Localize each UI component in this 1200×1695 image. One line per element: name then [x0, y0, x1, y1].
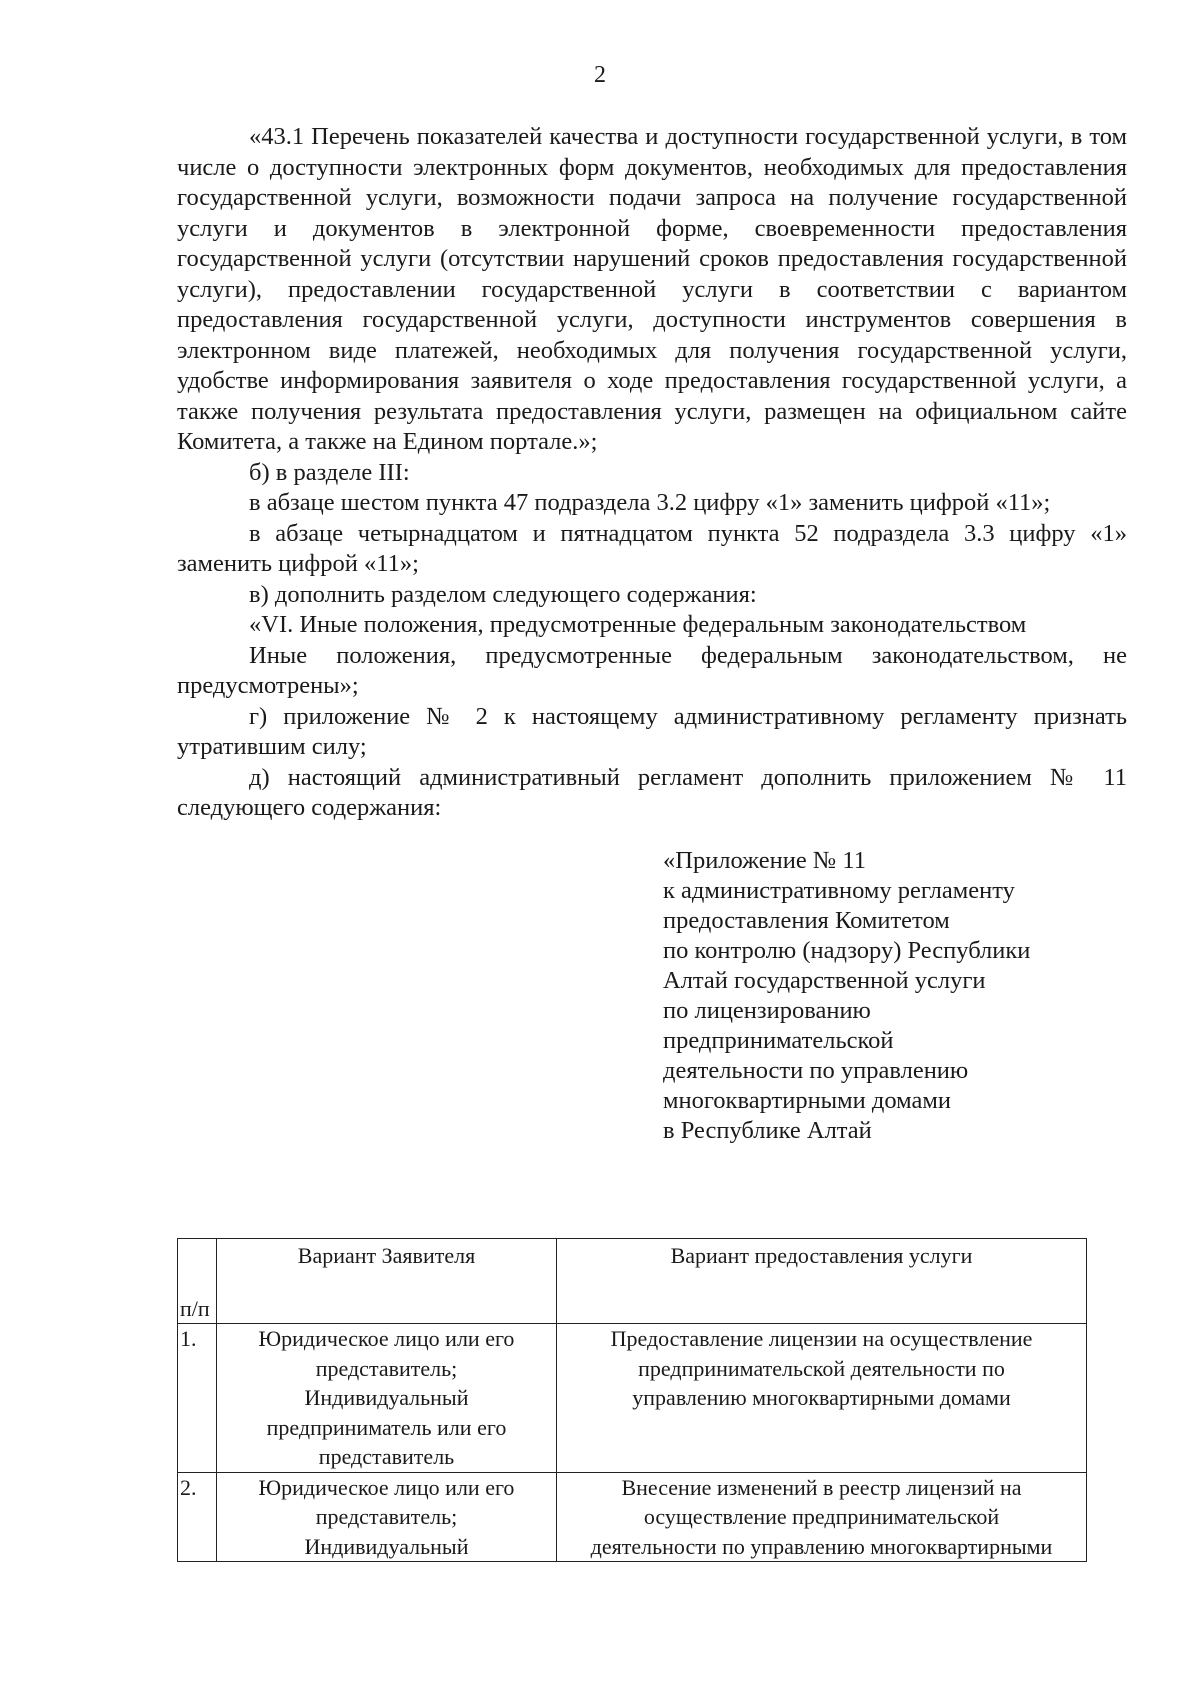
paragraph-item-47: в абзаце шестом пункта 47 подраздела 3.2 цифру «1» заменить цифрой «11»; [249, 489, 1051, 516]
cell-line: управлению многоквартирными домами [632, 1385, 1011, 1410]
cell-line: представитель; [315, 1504, 458, 1529]
cell-line: предприниматель или его [266, 1414, 507, 1440]
paragraph-appendix-11: д) настоящий административный регламент дополнить приложением № 11 следующего содержания: [177, 763, 1127, 821]
header-applicant: Вариант Заявителя [217, 1239, 557, 1324]
table-row [178, 1472, 1087, 1562]
row-service [557, 1324, 1087, 1473]
row-applicant [217, 1472, 557, 1562]
cell-line: Индивидуальный [304, 1385, 469, 1410]
cell-line: представитель [318, 1444, 455, 1469]
appendix-line: в Республике Алтай [663, 1117, 872, 1144]
variants-table [177, 1238, 1087, 1562]
document-body [177, 122, 1127, 824]
appendix-line: к административному регламенту [663, 877, 1015, 904]
paragraph-section-vi-text: Иные положения, предусмотренные федеральным законодательством, не предусмотрены»; [177, 641, 1127, 699]
cell-line: Внесение изменений в реестр лицензий на [621, 1474, 1022, 1500]
header-num: п/п [178, 1239, 217, 1324]
paragraph-section-vi-title: «VI. Иные положения, предусмотренные федеральным законодательством [249, 611, 1027, 638]
paragraph-add-section: в) дополнить разделом следующего содержания: [249, 580, 757, 608]
appendix-line: Алтай государственной услуги [663, 967, 986, 994]
appendix-line: по контролю (надзору) Республики [663, 937, 1031, 964]
paragraph-appendix-2: г) приложение № 2 к настоящему административному регламенту признать утратившим силу; [177, 702, 1127, 760]
paragraph-section-iii: б) в разделе III: [249, 458, 410, 486]
row-num: 1. [178, 1324, 217, 1473]
table-header-row [178, 1239, 1087, 1324]
appendix-header [663, 846, 1123, 1146]
row-applicant [217, 1324, 557, 1473]
cell-line: деятельности по управлению многоквартирными [590, 1533, 1053, 1559]
cell-line: предпринимательской деятельности по [638, 1355, 1005, 1381]
appendix-line: многоквартирными домами [663, 1087, 951, 1114]
row-service [557, 1472, 1087, 1562]
row-num: 2. [178, 1472, 217, 1562]
paragraph-item-52: в абзаце четырнадцатом и пятнадцатом пункта 52 подраздела 3.3 цифру «1» заменить цифрой «11»; [177, 519, 1127, 577]
header-service: Вариант предоставления услуги [557, 1239, 1087, 1324]
cell-line: Предоставление лицензии на осуществление [610, 1326, 1033, 1351]
appendix-line: по лицензированию [663, 997, 871, 1024]
cell-line: осуществление предпринимательской [643, 1504, 1000, 1529]
appendix-line: деятельности по управлению [663, 1057, 969, 1084]
cell-line: Индивидуальный [304, 1533, 469, 1559]
page-number: 2 [594, 62, 606, 88]
paragraph-43-1: «43.1 Перечень показателей качества и доступности государственной услуги, в том числе о доступности электронных форм документов, необходимых для предоставления государственной услуги, возможности подачи запроса на получение государственной услуги и документов в электронной форме, своевременности предоставления государственной услуги (отсутствии нарушений сроков предоставления государственной услуги), предоставлении государственной услуги в соответствии с вариантом предоставления государственной услуги, доступности инструментов совершения в электронном виде платежей, необходимых для получения государственной услуги, удобстве информирования заявителя о ходе предоставления государственной услуги, а также получения результата предоставления услуги, размещен на официальном сайте Комитета, а также на Едином портале.»; [177, 123, 1127, 455]
cell-line: Юридическое лицо или его [258, 1474, 515, 1500]
cell-line: представитель; [315, 1355, 458, 1381]
appendix-line: предпринимательской [663, 1027, 894, 1054]
appendix-line: предоставления Комитетом [663, 907, 950, 934]
table-row [178, 1324, 1087, 1473]
appendix-line: «Приложение № 11 [663, 847, 866, 874]
cell-line: Юридическое лицо или его [258, 1326, 515, 1351]
